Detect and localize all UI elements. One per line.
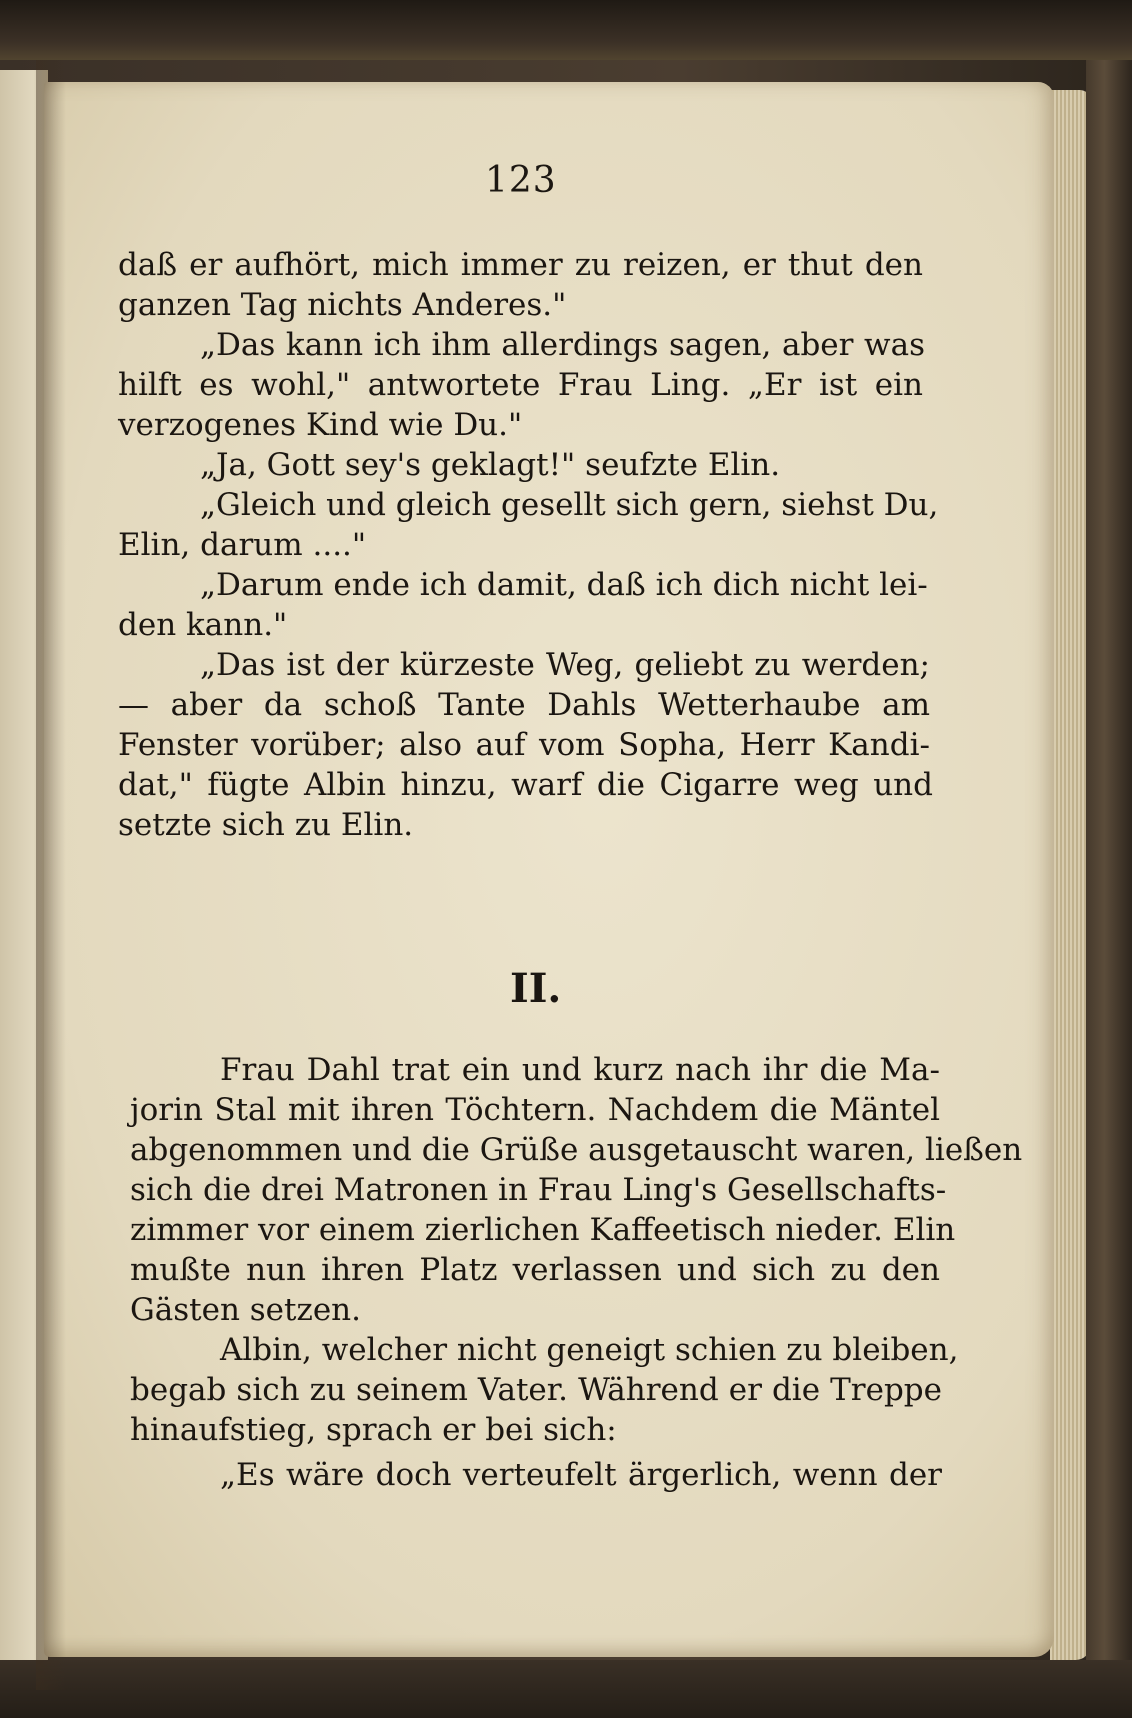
text-line: abgenommen und die Grüße ausgetauscht waren, ließen [130, 1132, 1023, 1168]
text-line: Albin, welcher nicht geneigt schien zu bleiben, [220, 1332, 959, 1368]
text-line: den kann." [118, 607, 288, 643]
text-line: sich die drei Matronen in Frau Ling's Gesellschafts- [130, 1172, 947, 1208]
text-line: „Ja, Gott sey's geklagt!" seufzte Elin. [200, 447, 781, 483]
text-line: dat," fügte Albin hinzu, warf die Cigarre weg und [118, 767, 933, 803]
chapter-heading: II. [510, 965, 562, 1012]
text-line: ganzen Tag nichts Anderes." [118, 287, 567, 323]
text-line: Frau Dahl trat ein und kurz nach ihr die Ma- [220, 1052, 940, 1088]
text-line: Fenster vorüber; also auf vom Sopha, Herr Kandi- [118, 727, 930, 763]
text-line: — aber da schoß Tante Dahls Wetterhaube am [118, 687, 930, 723]
page-number: 123 [485, 160, 557, 201]
text-line: „Es wäre doch verteufelt ärgerlich, wenn der [220, 1457, 942, 1493]
page-edges [1050, 90, 1090, 1660]
text-line: Gästen setzen. [130, 1292, 361, 1328]
text-line: „Darum ende ich damit, daß ich dich nicht lei- [200, 567, 928, 603]
text-line: „Das ist der kürzeste Weg, geliebt zu werden; [200, 647, 930, 683]
spine-shadow [36, 60, 66, 1690]
text-line: „Gleich und gleich gesellt sich gern, siehst Du, [200, 487, 939, 523]
text-line: zimmer vor einem zierlichen Kaffeetisch nieder. Elin [130, 1212, 956, 1248]
book-cover-bottom [0, 1660, 1132, 1718]
text-line: setzte sich zu Elin. [118, 807, 414, 843]
text-line: „Das kann ich ihm allerdings sagen, aber was [200, 327, 925, 363]
text-line: mußte nun ihren Platz verlassen und sich zu den [130, 1252, 940, 1288]
text-line: begab sich zu seinem Vater. Während er die Treppe [130, 1372, 942, 1408]
text-line: verzogenes Kind wie Du." [118, 407, 523, 443]
book-cover-right [1086, 60, 1132, 1718]
text-line: hinaufstieg, sprach er bei sich: [130, 1412, 617, 1448]
text-line: hilft es wohl," antwortete Frau Ling. „Er ist ein [118, 367, 923, 403]
text-line: Elin, darum ...." [118, 527, 367, 563]
text-line: jorin Stal mit ihren Töchtern. Nachdem die Mäntel [130, 1092, 940, 1128]
text-line: daß er aufhört, mich immer zu reizen, er thut den [118, 247, 923, 283]
book-cover-top [0, 0, 1132, 60]
